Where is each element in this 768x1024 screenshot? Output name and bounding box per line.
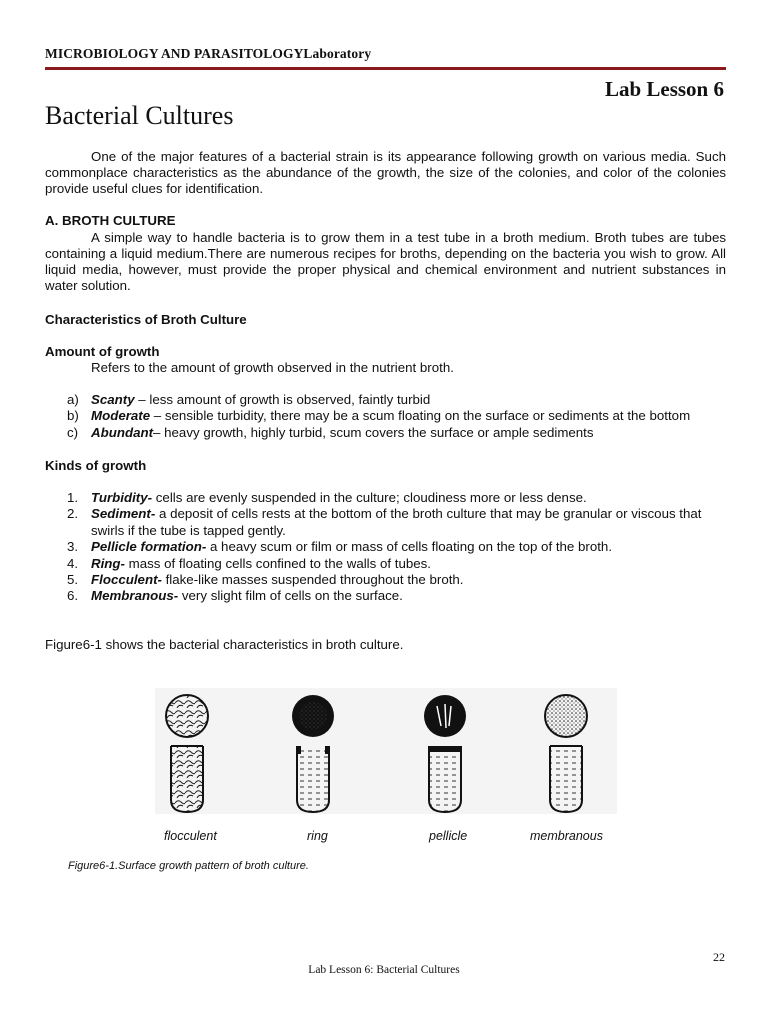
kinds-heading: Kinds of growth (45, 458, 147, 473)
header-rule (45, 67, 726, 70)
amount-list (67, 392, 727, 441)
term-description: a heavy scum or film or mass of cells floating on the top of the broth. (206, 539, 613, 555)
list-item (67, 425, 727, 441)
label-pellicle: pellicle (429, 829, 468, 843)
term: Abundant (91, 424, 154, 440)
term-description: flake-like masses suspended throughout the broth. (161, 572, 464, 588)
list-marker: b) (67, 408, 79, 424)
term-description: – less amount of growth is observed, faintly turbid (134, 392, 431, 407)
list-item (67, 392, 727, 408)
figure-caption: Figure6-1.Surface growth pattern of broth culture. (68, 860, 309, 872)
list-marker: 2. (67, 506, 79, 522)
tube-flocculent (166, 695, 208, 812)
term-description: – sensible turbidity, there may be a scum floating on the surface or sediments at the bottom (150, 408, 691, 424)
section-a-paragraph: A simple way to handle bacteria is to grow them in a test tube in a broth medium. Broth tubes are tubes containing a liquid medium.There are numerous recipes for broths, depending on the bacteria you wish to grow. All liquid media, however, must provide the proper physical and chemical environment and nutrient substances in water solution. (45, 230, 726, 293)
intro-paragraph: One of the major features of a bacterial strain is its appearance following growth on various media. Such commonplace characteristics as the abundance of the growth, the size of the colonies, and color of the colonies provide useful clues for identification. (45, 149, 726, 196)
term: Scanty (91, 392, 135, 407)
page-footer: Lab Lesson 6: Bacterial Cultures (308, 964, 460, 976)
term: Ring- (91, 555, 125, 571)
list-item (67, 408, 727, 424)
list-marker: 4. (67, 555, 79, 571)
amount-heading: Amount of growth (45, 344, 160, 359)
term-description: – heavy growth, highly turbid, scum covers the surface or ample sediments (153, 424, 594, 440)
list-marker: c) (67, 424, 79, 440)
list-marker: a) (67, 392, 79, 407)
tube-pellicle (424, 695, 466, 812)
kinds-list (67, 490, 727, 605)
list-item (67, 572, 727, 588)
list-item (67, 556, 727, 572)
term: Membranous- (91, 588, 179, 604)
characteristics-heading: Characteristics of Broth Culture (45, 312, 247, 327)
term: Moderate (91, 408, 151, 424)
list-marker: 5. (67, 572, 79, 588)
list-item (67, 490, 727, 506)
page-title: Bacterial Cultures (45, 101, 234, 130)
term-description: cells are evenly suspended in the culture; cloudiness more or less dense. (152, 490, 587, 505)
term: Flocculent- (91, 572, 162, 588)
term-description: mass of floating cells confined to the walls of tubes. (124, 555, 431, 571)
list-marker: 3. (67, 539, 79, 555)
term-description: a deposit of cells rests at the bottom of the broth culture that may be granular or viscous that swirls if the tube is tapped gently. (91, 506, 702, 538)
figure-6-1 (155, 688, 617, 814)
tube-ring (292, 695, 334, 812)
tube-membranous (545, 695, 587, 812)
term: Turbidity- (91, 490, 153, 505)
list-item (67, 588, 727, 604)
lesson-number: Lab Lesson 6 (604, 77, 724, 101)
list-item (67, 506, 727, 539)
figure-intro: Figure6-1 shows the bacterial characteristics in broth culture. (45, 637, 404, 652)
term: Sediment- (91, 506, 156, 522)
list-item (67, 539, 727, 555)
label-ring: ring (307, 829, 328, 843)
course-header: MICROBIOLOGY AND PARASITOLOGYLaboratory (45, 46, 372, 61)
list-marker: 1. (67, 490, 79, 505)
list-marker: 6. (67, 588, 79, 604)
term-description: very slight film of cells on the surface. (178, 588, 403, 604)
amount-description: Refers to the amount of growth observed in the nutrient broth. (91, 360, 454, 375)
broth-culture-illustration (155, 688, 617, 814)
page-number: 22 (713, 950, 725, 964)
term: Pellicle formation- (91, 539, 207, 555)
section-a-heading: A. BROTH CULTURE (45, 213, 176, 228)
label-flocculent: flocculent (164, 829, 217, 843)
label-membranous: membranous (530, 829, 603, 843)
